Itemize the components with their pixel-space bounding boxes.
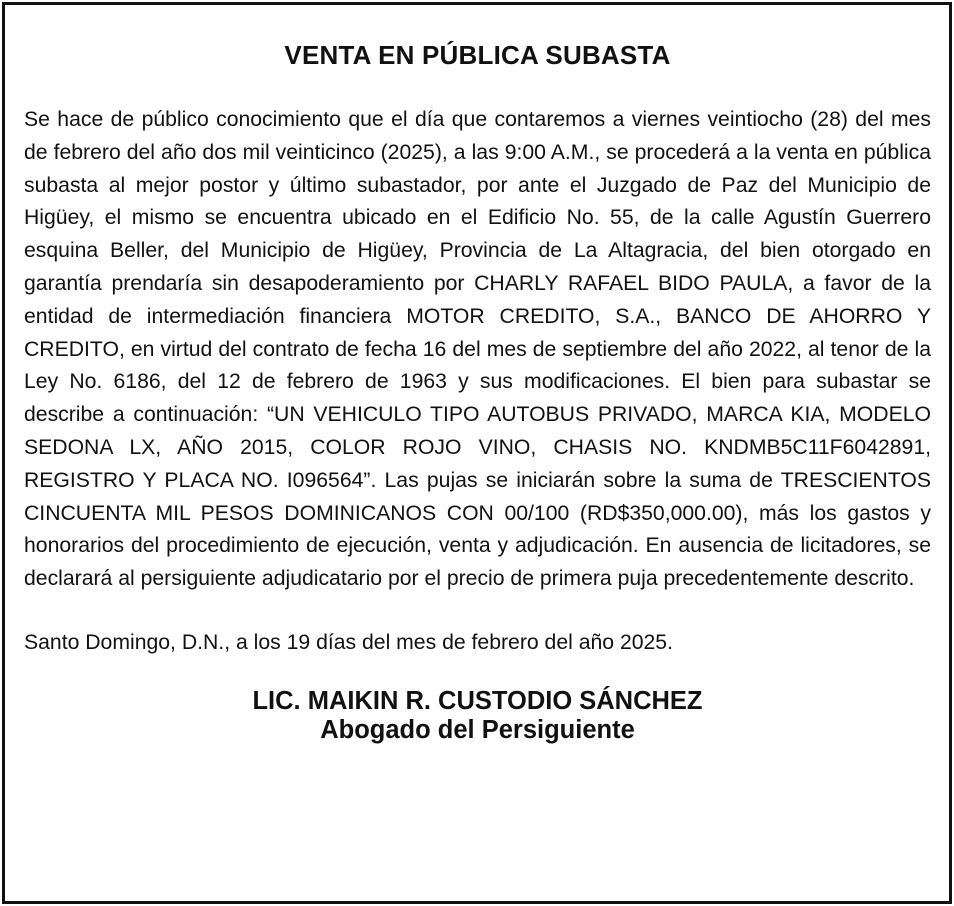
notice-title: VENTA EN PÚBLICA SUBASTA [284, 40, 671, 70]
notice-content [24, 5, 931, 745]
signatory-role: Abogado del Persiguiente [320, 715, 635, 744]
notice-body: Se hace de público conocimiento que el día que contaremos a viernes veintiocho (28) del mes de febrero del año dos mil veinticinco (2025), a las 9:00 A.M., se procederá a la venta en pública subasta al mejor postor y último subastador, por ante el Juzgado de Paz del Municipio de Higüey, el mismo se encuentra ubicado en el Edificio No. 55, de la calle Agustín Guerrero esquina Beller, del Municipio de Higüey, Provincia de La Altagracia, del bien otorgado en garantía prendaría sin desapoderamiento por CHARLY RAFAEL BIDO PAULA, a favor de la entidad de intermediación financiera MOTOR CREDITO, S.A., BANCO DE AHORRO Y CREDITO, en virtud del contrato de fecha 16 del mes de septiembre del año 2022, al tenor de la Ley No. 6186, del 12 de febrero de 1963 y sus modificaciones. El bien para subastar se describe a continuación: “UN VEHICULO TIPO AUTOBUS PRIVADO, MARCA KIA, MODELO SEDONA LX, AÑO 2015, COLOR ROJO VINO, CHASIS NO. KNDMB5C11F6042891, REGISTRO Y PLACA NO. I096564”. Las pujas se iniciarán sobre la suma de TRESCIENTOS CINCUENTA MIL PESOS DOMINICANOS CON 00/100 (RD$350,000.00), más los gastos y honorarios del procedimiento de ejecución, venta y adjudicación. En ausencia de licitadores, se declarará al persiguiente adjudicatario por el precio de primera puja precedentemente descrito. [24, 108, 931, 591]
place-date: Santo Domingo, D.N., a los 19 días del mes de febrero del año 2025. [24, 630, 673, 654]
notice-frame [2, 2, 952, 904]
signatory-name: LIC. MAIKIN R. CUSTODIO SÁNCHEZ [252, 686, 703, 715]
signature-block [24, 687, 931, 745]
